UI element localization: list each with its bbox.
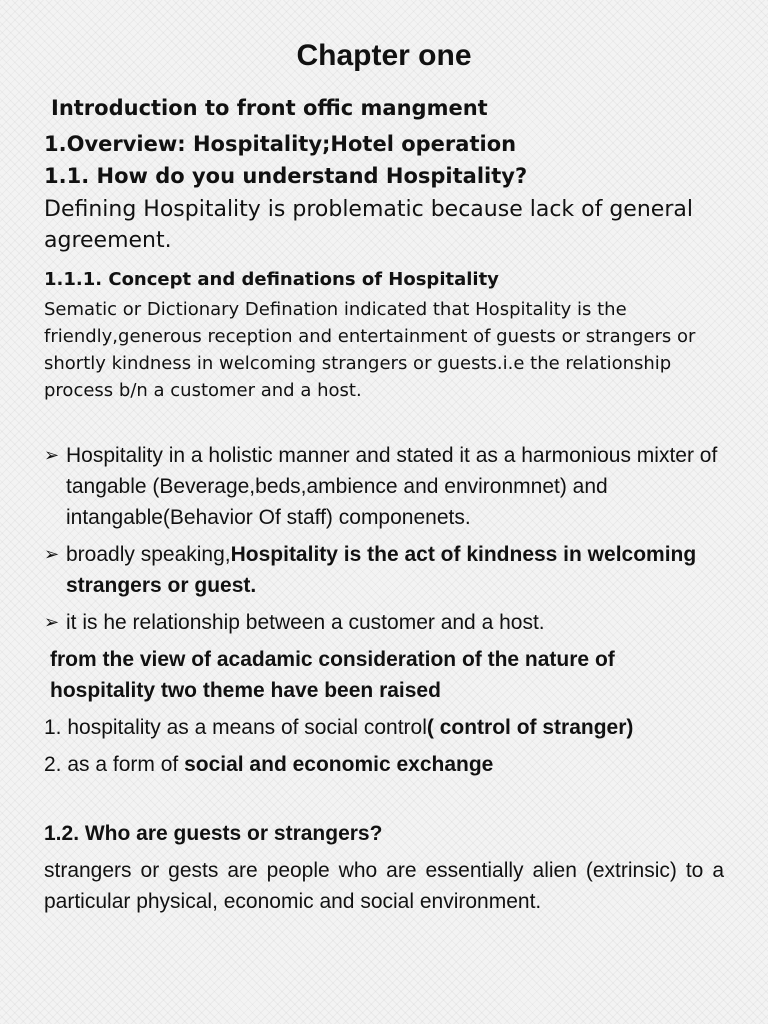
hospitality-definition-text: Defining Hospitality is problematic because lack of general agreement. [44,197,693,253]
theme-2-bold: social and economic exchange [184,753,494,776]
concept-text: Sematic or Dictionary Defination indicated that Hospitality is the friendly,generous reception and entertainment of guests or strangers or shortly kindness in welcoming strangers or guests.i.e the relationship process b/n a customer and a host. [44,299,696,401]
question-heading-1-2: 1.2. Who are guests or strangers? [44,822,383,845]
bullet-list [44,440,724,638]
theme-1 [44,712,724,743]
bullet-text: Hospitality in a holistic manner and stated it as a harmonious mixter of tangable (Beverage,beds,ambience and environmnet) and intangable(Behavior Of staff) componenets. [66,444,718,529]
arrow-bullet-icon: ➢ [44,445,60,465]
theme-2-text: 2. as a form of [44,753,185,776]
overview-heading: 1.Overview: Hospitality;Hotel operation [44,132,517,156]
page-title: Chapter one [296,39,472,72]
concept-heading: 1.1.1. Concept and definations of Hospitality [44,269,499,290]
intro-heading: Introduction to front offic mangment [51,96,488,120]
theme-2 [44,749,724,780]
arrow-bullet-icon: ➢ [44,612,60,632]
theme-1-bold: ( control of stranger) [426,716,634,739]
slide-page [44,36,724,923]
arrow-bullet-icon: ➢ [44,544,60,564]
question-heading-1-1: 1.1. How do you understand Hospitality? [44,164,528,188]
bullet-item [44,607,724,638]
bullet-item [44,440,724,533]
bullet-text: broadly speaking, [66,543,231,566]
bullet-text-wrapper [66,539,724,601]
bullet-bold-text: Hospitality is the act of kindness in welcoming strangers or guest. [66,543,697,597]
bullet-item [44,539,724,601]
academic-heading: from the view of acadamic consideration of the nature of hospitality two theme have been raised [50,648,615,702]
bullet-text: it is he relationship between a customer and a host. [66,611,545,634]
guests-definition-text: strangers or gests are people who are essentially alien (extrinsic) to a particular physical, economic and social environment. [44,859,724,913]
theme-1-text: 1. hospitality as a means of social control [44,716,427,739]
